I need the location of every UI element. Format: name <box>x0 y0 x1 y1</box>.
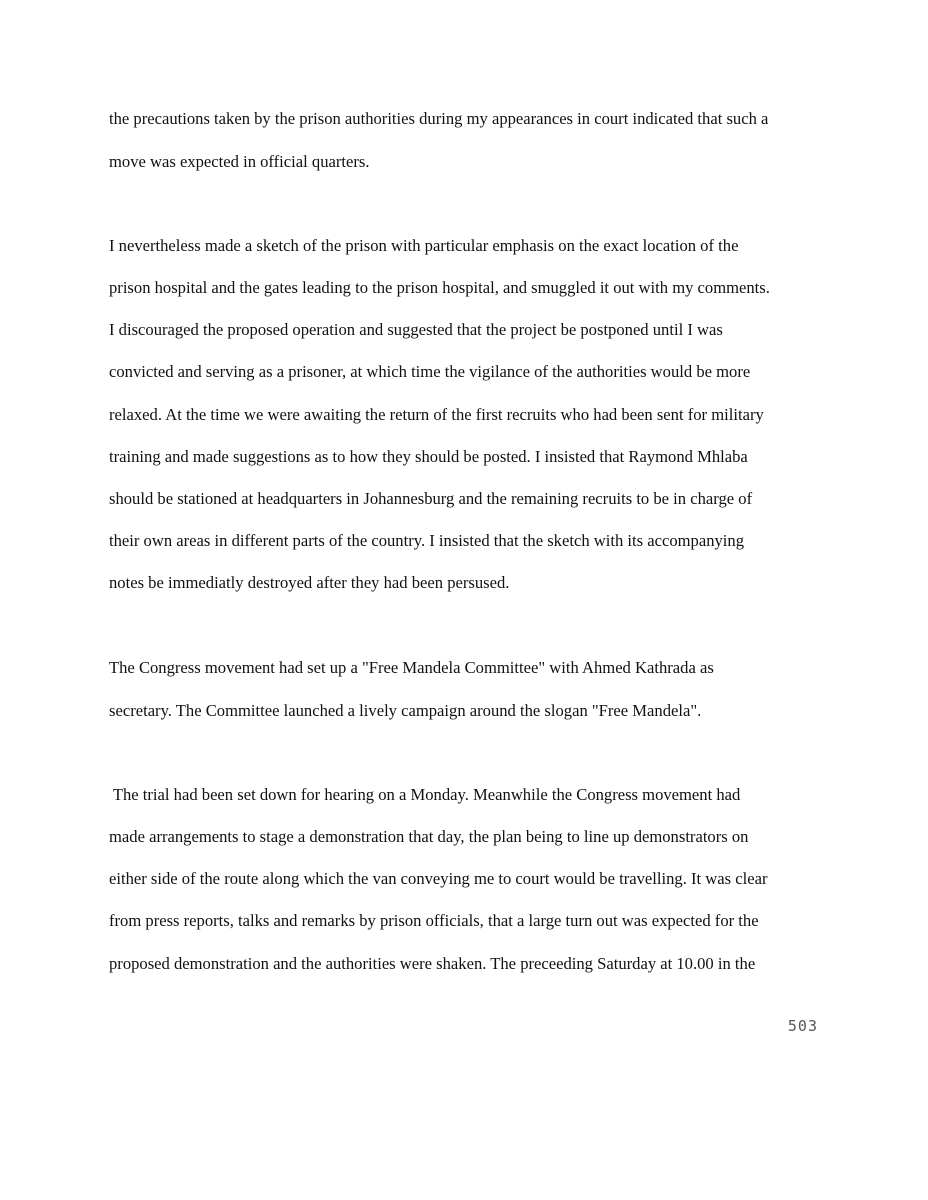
text-line: move was expected in official quarters. <box>109 152 370 171</box>
text-line: the precautions taken by the prison authorities during my appearances in court indicated that such a <box>109 109 769 128</box>
text-line: should be stationed at headquarters in Johannesburg and the remaining recruits to be in charge of <box>109 489 753 508</box>
text-line: The Congress movement had set up a "Free Mandela Committee" with Ahmed Kathrada as <box>109 658 714 677</box>
text-line: proposed demonstration and the authorities were shaken. The preceeding Saturday at 10.00 in the <box>109 954 756 973</box>
text-line: made arrangements to stage a demonstration that day, the plan being to line up demonstrators on <box>109 827 749 846</box>
text-line: either side of the route along which the van conveying me to court would be travelling. It was clear <box>109 869 768 888</box>
text-line: relaxed. At the time we were awaiting the return of the first recruits who had been sent for military <box>109 405 764 424</box>
text-line: training and made suggestions as to how they should be posted. I insisted that Raymond Mhlaba <box>109 447 748 466</box>
text-line: The trial had been set down for hearing on a Monday. Meanwhile the Congress movement had <box>109 785 741 804</box>
text-line: notes be immediatly destroyed after they had been persused. <box>109 573 510 592</box>
text-line: convicted and serving as a prisoner, at which time the vigilance of the authorities would be more <box>109 362 751 381</box>
text-line: secretary. The Committee launched a lively campaign around the slogan "Free Mandela". <box>109 701 702 720</box>
text-line: from press reports, talks and remarks by prison officials, that a large turn out was expected for the <box>109 911 759 930</box>
text-line: I discouraged the proposed operation and suggested that the project be postponed until I was <box>109 320 723 339</box>
text-line: their own areas in different parts of the country. I insisted that the sketch with its accompanying <box>109 531 744 550</box>
text-line: prison hospital and the gates leading to the prison hospital, and smuggled it out with my comments. <box>109 278 770 297</box>
text-line: I nevertheless made a sketch of the prison with particular emphasis on the exact location of the <box>109 236 739 255</box>
page-number: 503 <box>787 1017 818 1035</box>
